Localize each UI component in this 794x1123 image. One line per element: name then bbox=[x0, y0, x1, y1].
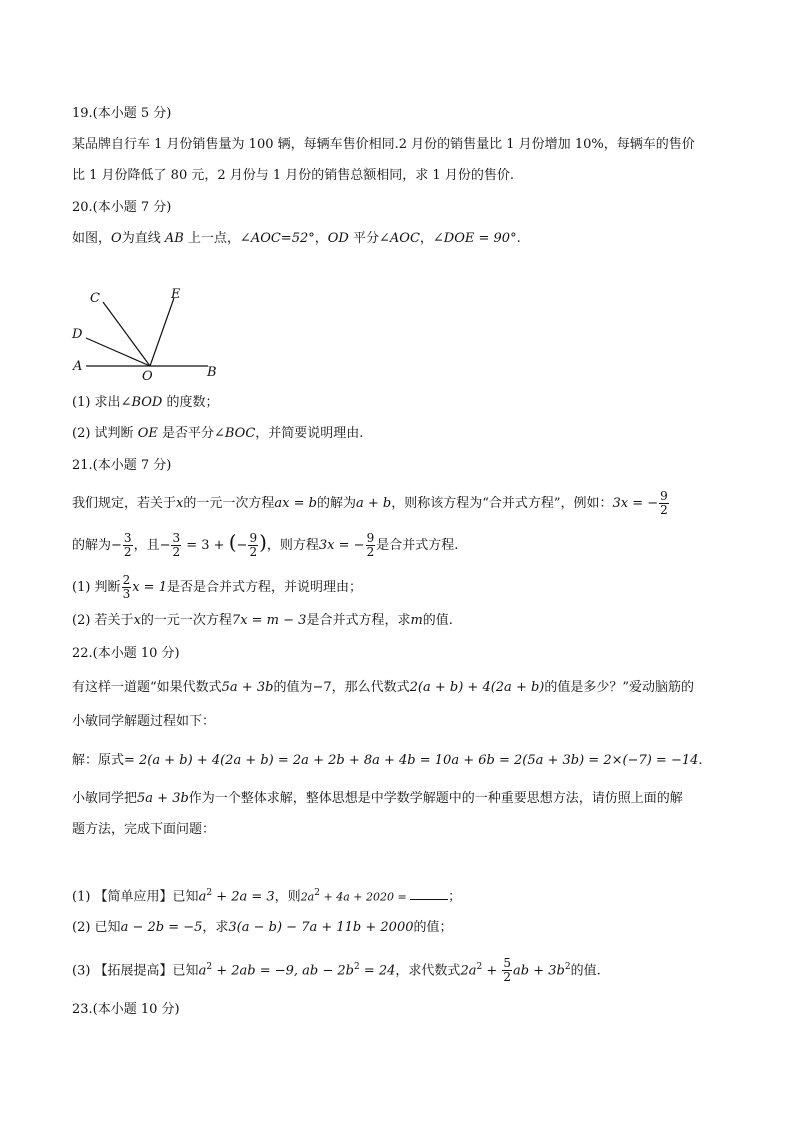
q22-part1: (1) 【简单应用】已知$a^2 + 2a = 3$，则$2a^2 + 4a + 2020$ = ； bbox=[72, 888, 462, 905]
q21-frac-9-2c: $\frac{9}{2}$ bbox=[366, 531, 375, 559]
q21-l1-b: 的一元一次方程 bbox=[183, 496, 275, 511]
q20-stem-end: . bbox=[516, 231, 521, 246]
label-a: A bbox=[73, 359, 83, 374]
q21-p2-c: 是合并式方程，求 bbox=[306, 613, 411, 628]
q22-p2-expr: 3(a − b) − 7a + 11b + 2000 bbox=[228, 920, 414, 935]
q20-ray-od: OD bbox=[327, 231, 349, 246]
q20-geometry-figure bbox=[66, 282, 236, 392]
q20-part1 bbox=[72, 393, 218, 413]
q21-l1-a: 我们规定，若关于 bbox=[72, 496, 177, 511]
q21-frac-9-2: $\frac{9}{2}$ bbox=[660, 489, 668, 517]
q22-p1-b: ，则 bbox=[274, 889, 301, 905]
q20-p2-b: 是否平分 bbox=[157, 426, 214, 441]
q22-header: 22.(本小题 10 分) bbox=[72, 646, 180, 661]
q20-p1-angle: ∠BOD bbox=[120, 395, 163, 410]
q21-frac-2-3: $\frac{2}{3}$ bbox=[122, 573, 131, 601]
q21-var-x: x bbox=[176, 496, 184, 511]
q20-header: 20.(本小题 7 分) bbox=[72, 200, 172, 215]
q23-header: 23.(本小题 10 分) bbox=[72, 1002, 180, 1017]
q21-l2-a: 的解为 bbox=[72, 538, 112, 553]
q21-example-eq: 3x = − bbox=[612, 496, 659, 511]
q20-angle-doe: ∠DOE = 90° bbox=[432, 231, 517, 246]
q20-point-o: O bbox=[111, 231, 122, 246]
q22-p2-a: (2) 已知 bbox=[72, 920, 121, 935]
q20-sep2: ， bbox=[419, 231, 433, 246]
q21-a-plus-b: a + b bbox=[355, 496, 392, 511]
q21-eq-axb: ax = b bbox=[274, 496, 317, 511]
q19-text-line1: 某品牌自行车 1 月份销售量为 100 辆，每辆车售价相同.2 月份的销售量比 1 月份增加 10%，每辆车的售价 bbox=[72, 137, 695, 152]
q20-part2 bbox=[72, 424, 363, 444]
q21-l2-d: 是合并式方程. bbox=[376, 538, 459, 553]
q21-l1-d: ，则称该方程为“合并式方程”，例如： bbox=[391, 496, 613, 511]
q20-stem-a: 如图， bbox=[72, 231, 112, 246]
q21-stem-line1 bbox=[72, 490, 670, 517]
q21-p2-d: 的值. bbox=[422, 613, 453, 628]
label-e: E bbox=[171, 287, 181, 302]
q21-p2-eq: 7x = m − 3 bbox=[231, 613, 307, 628]
q21-frac-9-2b: $\frac{9}{2}$ bbox=[249, 531, 258, 559]
q21-p2-a: (2) 若关于 bbox=[72, 613, 134, 628]
label-b: B bbox=[207, 365, 217, 380]
q20-p1-a: (1) 求出 bbox=[72, 395, 121, 410]
q20-p1-b: 的度数； bbox=[162, 395, 219, 410]
q21-example-eq-2: 3x = − bbox=[318, 538, 365, 553]
q22-p1-a: (1) 【简单应用】已知 bbox=[72, 889, 199, 905]
q22-p2-cond: a − 2b = −5 bbox=[120, 920, 203, 935]
q22-sol-eq: = 2(a + b) + 4(2a + b) = 2a + 2b + 8a + 4b = 10a + 6b = 2(5a + 3b) = 2×(−7) = −14 bbox=[124, 753, 699, 768]
q22-expr-main: 2(a + b) + 4(2a + b) bbox=[409, 680, 545, 695]
q21-p1-a: (1) 判断 bbox=[72, 580, 121, 595]
q21-frac-3-2: $\frac{3}{2}$ bbox=[123, 531, 132, 559]
q21-l2-eq: = 3 + bbox=[182, 538, 229, 553]
q22-stem-line5: 题方法，完成下面问题： bbox=[72, 822, 216, 837]
q20-angle-aoc: ∠AOC=52° bbox=[239, 231, 315, 246]
q22-l1-b: 的值为 bbox=[273, 680, 313, 695]
q21-part1 bbox=[72, 574, 362, 601]
q21-part2: (2) 若关于x的一元一次方程7x = m − 3是合并式方程，求m的值. bbox=[72, 613, 453, 628]
q22-stem-line1 bbox=[72, 678, 694, 698]
q21-stem-line2: 的解为− $\frac{3}{2}$ ，且− $\frac{3}{2}$ = 3 + (− $\frac{9}{2}$ )，则方程3x = − $\frac{9}{2}$ 是合并式方程. bbox=[72, 530, 459, 559]
q20-stem-c: 上一点， bbox=[183, 231, 240, 246]
q20-stem bbox=[72, 229, 521, 249]
q20-angle-aoc-2: ∠AOC bbox=[379, 231, 420, 246]
q22-neg7: −7 bbox=[312, 680, 332, 695]
q22-stem-line4: 小敏同学把5a + 3b作为一个整体求解，整体思想是中学数学解题中的一种重要思想方法，请仿照上面的解 bbox=[72, 791, 683, 806]
q22-p2-c: 的值； bbox=[413, 920, 453, 935]
q22-l4-a: 小敏同学把 bbox=[72, 791, 138, 806]
q21-var-m: m bbox=[410, 613, 423, 628]
q21-p1-b: 是否是合并式方程，并说明理由； bbox=[166, 580, 362, 595]
q20-line-ab: AB bbox=[164, 231, 184, 246]
q20-p2-angle: ∠BOC bbox=[213, 426, 256, 441]
q22-l1-d: 的值是多少？”爱动脑筋的 bbox=[544, 680, 695, 695]
q22-p3-b: ，求代数式 bbox=[395, 963, 461, 979]
q20-stem-b: 为直线 bbox=[121, 231, 165, 246]
q20-stem-d: 平分 bbox=[348, 231, 379, 246]
q21-p2-b: 的一元一次方程 bbox=[140, 613, 232, 628]
q19-text-line2: 比 1 月份降低了 80 元，2 月份与 1 月份的销售总额相同，求 1 月份的售价. bbox=[72, 168, 514, 183]
q22-stem-line2: 小敏同学解题过程如下： bbox=[72, 714, 216, 729]
q21-header: 21.(本小题 7 分) bbox=[72, 458, 172, 473]
q21-frac-3-2b: $\frac{3}{2}$ bbox=[172, 531, 181, 559]
q22-part2 bbox=[72, 918, 453, 938]
q20-p2-a: (2) 试判断 bbox=[72, 426, 138, 441]
q22-sol-a: 解：原式 bbox=[72, 753, 125, 768]
q22-expr-5a3b: 5a + 3b bbox=[221, 680, 274, 695]
q22-solution: 解：原式= 2(a + b) + 4(2a + b) = 2a + 2b + 8a + 4b = 10a + 6b = 2(5a + 3b) = 2×(−7) = −14. bbox=[72, 753, 703, 768]
q22-p1-answer-blank[interactable] bbox=[410, 887, 448, 900]
q21-p1-eq: x = 1 bbox=[132, 580, 167, 595]
q19-header: 19.(本小题 5 分) bbox=[72, 106, 172, 121]
q21-l1-c: 的解为 bbox=[316, 496, 356, 511]
q22-frac-5-2: $\frac{5}{2}$ bbox=[503, 956, 512, 985]
q21-l2-c: ，则方程 bbox=[266, 538, 319, 553]
q22-l1-c: ，那么代数式 bbox=[331, 680, 410, 695]
q22-p2-b: ，求 bbox=[202, 920, 229, 935]
q22-l4-b: 作为一个整体求解，整体思想是中学数学解题中的一种重要思想方法，请仿照上面的解 bbox=[188, 791, 683, 806]
q20-p2-c: ，并简要说明理由. bbox=[255, 426, 364, 441]
label-o: O bbox=[142, 369, 153, 384]
q20-p2-oe: OE bbox=[137, 426, 158, 441]
ray-oc bbox=[103, 302, 150, 366]
label-c: C bbox=[90, 291, 100, 306]
q22-l1-a: 有这样一道题“如果代数式 bbox=[72, 680, 222, 695]
ray-oe bbox=[150, 298, 174, 366]
q21-l2-b: ，且 bbox=[133, 538, 160, 553]
q22-p3-a: (3) 【拓展提高】已知 bbox=[72, 963, 199, 979]
label-d: D bbox=[72, 327, 83, 342]
q22-part3: (3) 【拓展提高】已知$a^2 + 2ab = -9$, ab − $2b^2 = 24$，求代数式$2a^2$ + $\frac{5}{2}$ ab + $3b^2$的值. bbox=[72, 956, 601, 985]
q20-sep1: ， bbox=[314, 231, 328, 246]
